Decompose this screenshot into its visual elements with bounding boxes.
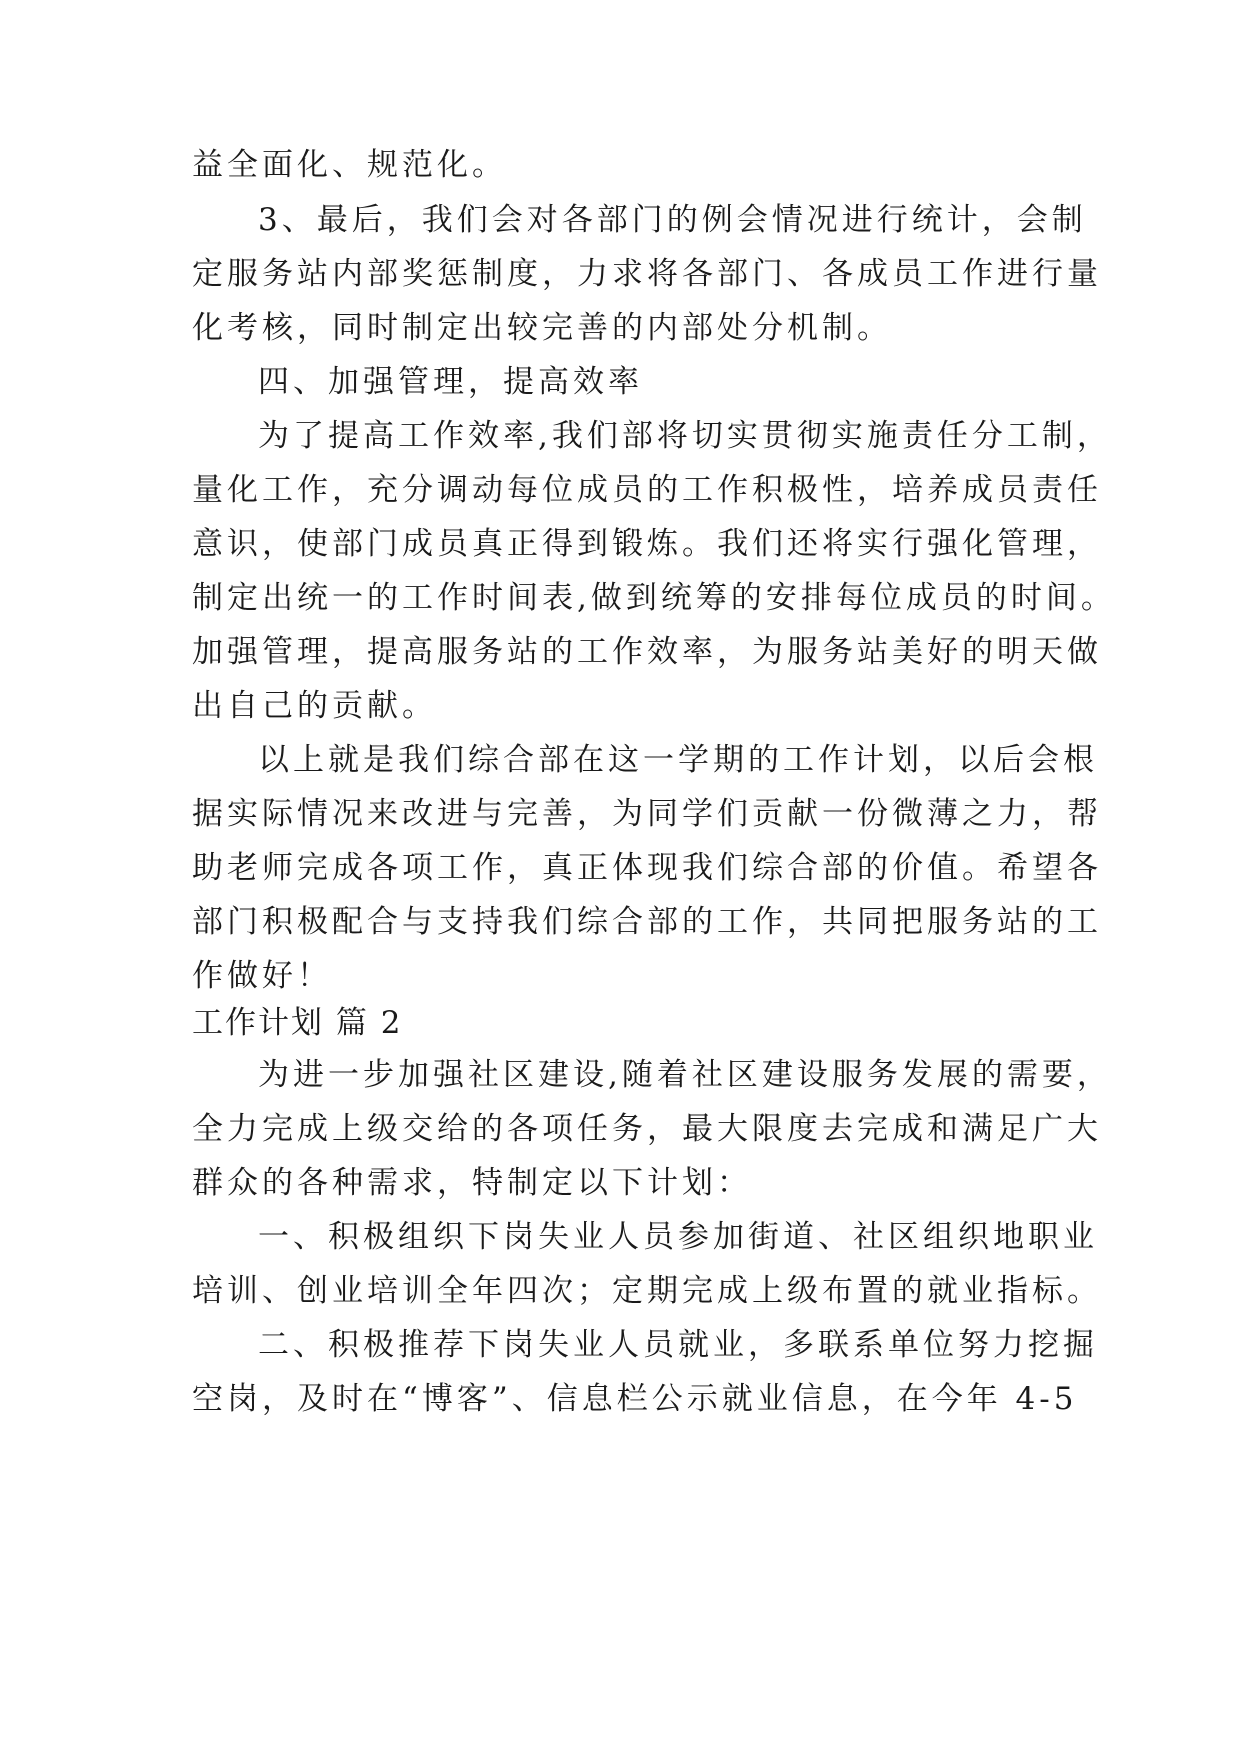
- text-line: 培训、创业培训全年四次；定期完成上级布置的就业指标。: [192, 1273, 1102, 1309]
- plan-heading: 工作计划 篇 2: [192, 1005, 403, 1041]
- text-line: 二、积极推荐下岗失业人员就业，多联系单位努力挖掘: [258, 1327, 1098, 1363]
- text-line: 定服务站内部奖惩制度，力求将各部门、各成员工作进行量: [192, 256, 1102, 292]
- text-line: 作做好！: [192, 958, 332, 994]
- text-line: 一、积极组织下岗失业人员参加街道、社区组织地职业: [258, 1219, 1098, 1255]
- text-line: 以上就是我们综合部在这一学期的工作计划，以后会根: [258, 742, 1098, 778]
- text-line: 群众的各种需求，特制定以下计划：: [192, 1165, 752, 1201]
- text-line: 意识，使部门成员真正得到锻炼。我们还将实行强化管理，: [192, 526, 1102, 562]
- text-line: 部门积极配合与支持我们综合部的工作，共同把服务站的工: [192, 904, 1102, 940]
- text-line: 为进一步加强社区建设,随着社区建设服务发展的需要，: [258, 1057, 1112, 1093]
- text-line: 出自己的贡献。: [192, 688, 437, 724]
- text-line: 制定出统一的工作时间表,做到统筹的安排每位成员的时间。: [192, 580, 1116, 616]
- text-line: 化考核，同时制定出较完善的内部处分机制。: [192, 310, 892, 346]
- text-line: 空岗，及时在“博客”、信息栏公示就业信息，在今年 4-5: [192, 1381, 1078, 1417]
- text-line: 益全面化、规范化。: [192, 147, 507, 183]
- section-heading: 四、加强管理，提高效率: [258, 364, 643, 400]
- text-line: 加强管理，提高服务站的工作效率，为服务站美好的明天做: [192, 634, 1102, 670]
- text-line: 全力完成上级交给的各项任务，最大限度去完成和满足广大: [192, 1111, 1102, 1147]
- text-line: 助老师完成各项工作，真正体现我们综合部的价值。希望各: [192, 850, 1102, 886]
- text-line: 量化工作，充分调动每位成员的工作积极性，培养成员责任: [192, 472, 1102, 508]
- text-line: 3、最后，我们会对各部门的例会情况进行统计，会制: [258, 202, 1087, 238]
- text-line: 为了提高工作效率,我们部将切实贯彻实施责任分工制，: [258, 418, 1112, 454]
- text-line: 据实际情况来改进与完善，为同学们贡献一份微薄之力，帮: [192, 796, 1102, 832]
